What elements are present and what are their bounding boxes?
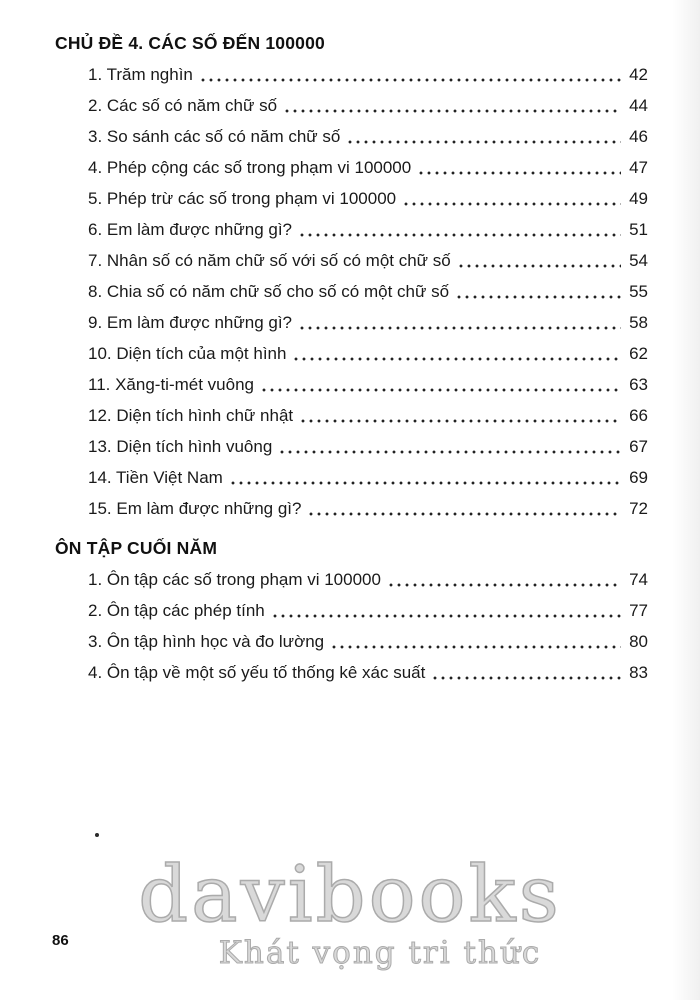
toc-entry-title: 1. Trăm nghìn <box>88 65 193 84</box>
toc-entry-page: 83 <box>629 663 648 682</box>
dotted-leader <box>417 152 621 183</box>
toc-entry-page: 63 <box>629 375 648 394</box>
toc-entry-page: 77 <box>629 601 648 620</box>
table-of-contents <box>55 28 648 688</box>
toc-entry-title: 15. Em làm được những gì? <box>88 499 302 518</box>
toc-entry-title: 4. Phép cộng các số trong phạm vi 100000 <box>88 158 412 177</box>
toc-entry-title: 14. Tiền Việt Nam <box>88 468 223 487</box>
toc-entry <box>55 369 648 400</box>
dotted-leader <box>283 90 621 121</box>
dotted-leader <box>298 307 621 338</box>
toc-entry <box>55 400 648 431</box>
dotted-leader <box>199 59 621 90</box>
toc-entry-page: 51 <box>629 220 648 239</box>
toc-entry-page: 54 <box>629 251 648 270</box>
toc-entry-page: 58 <box>629 313 648 332</box>
toc-entry <box>55 431 648 462</box>
toc-entry-title: 7. Nhân số có năm chữ số với số có một chữ số <box>88 251 451 270</box>
toc-entry <box>55 276 648 307</box>
toc-entry-page: 67 <box>629 437 648 456</box>
section-heading: ÔN TẬP CUỐI NĂM <box>55 538 218 558</box>
toc-entry <box>55 183 648 214</box>
toc-entry-title: 3. So sánh các số có năm chữ số <box>88 127 341 146</box>
toc-entry <box>55 307 648 338</box>
toc-entry-title: 2. Ôn tập các phép tính <box>88 601 265 620</box>
toc-entry-title: 12. Diện tích hình chữ nhật <box>88 406 294 425</box>
dotted-leader <box>307 493 621 524</box>
toc-entry <box>55 595 648 626</box>
toc-entry <box>55 90 648 121</box>
toc-entry-page: 42 <box>629 65 648 84</box>
toc-entry <box>55 657 648 688</box>
toc-section <box>55 28 648 524</box>
dotted-leader <box>298 214 621 245</box>
dotted-leader <box>299 400 621 431</box>
toc-entry-page: 72 <box>629 499 648 518</box>
toc-entry <box>55 59 648 90</box>
toc-entry <box>55 564 648 595</box>
toc-entry-page: 74 <box>629 570 648 589</box>
toc-entry-page: 62 <box>629 344 648 363</box>
watermark-slogan: Khát vọng tri thức <box>218 935 542 971</box>
toc-entry-title: 6. Em làm được những gì? <box>88 220 292 239</box>
toc-entry-page: 47 <box>629 158 648 177</box>
toc-entry-title: 11. Xăng-ti-mét vuông <box>88 375 254 394</box>
toc-entry <box>55 152 648 183</box>
dotted-leader <box>330 626 621 657</box>
toc-entry <box>55 338 648 369</box>
dotted-leader <box>260 369 621 400</box>
toc-entry <box>55 462 648 493</box>
toc-entry <box>55 626 648 657</box>
dotted-leader <box>229 462 621 493</box>
toc-entry-title: 4. Ôn tập về một số yếu tố thống kê xác suất <box>88 663 426 682</box>
toc-entry-title: 8. Chia số có năm chữ số cho số có một chữ số <box>88 282 450 301</box>
toc-entry-title: 9. Em làm được những gì? <box>88 313 292 332</box>
dotted-leader <box>455 276 621 307</box>
dotted-leader <box>346 121 621 152</box>
toc-entry <box>55 214 648 245</box>
dotted-leader <box>387 564 621 595</box>
dotted-leader <box>457 245 621 276</box>
toc-section <box>55 533 648 688</box>
toc-entry-page: 66 <box>629 406 648 425</box>
toc-entry-page: 55 <box>629 282 648 301</box>
toc-entry-title: 3. Ôn tập hình học và đo lường <box>88 632 325 651</box>
toc-entry-title: 13. Diện tích hình vuông <box>88 437 273 456</box>
toc-entry-page: 69 <box>629 468 648 487</box>
toc-entry <box>55 245 648 276</box>
toc-entry <box>55 493 648 524</box>
toc-entry-page: 46 <box>629 127 648 146</box>
dotted-leader <box>278 431 621 462</box>
toc-entry-page: 44 <box>629 96 648 115</box>
dotted-leader <box>431 657 621 688</box>
dotted-leader <box>271 595 621 626</box>
watermark <box>0 850 700 971</box>
section-heading: CHỦ ĐỀ 4. CÁC SỐ ĐẾN 100000 <box>55 33 325 53</box>
toc-entry <box>55 121 648 152</box>
toc-entry-title: 1. Ôn tập các số trong phạm vi 100000 <box>88 570 381 589</box>
toc-entry-title: 5. Phép trừ các số trong phạm vi 100000 <box>88 189 397 208</box>
toc-entry-page: 49 <box>629 189 648 208</box>
watermark-brand: davibooks <box>138 850 562 940</box>
dotted-leader <box>402 183 621 214</box>
toc-entry-page: 80 <box>629 632 648 651</box>
toc-entry-title: 2. Các số có năm chữ số <box>88 96 278 115</box>
stray-ink-dot <box>95 833 99 837</box>
dotted-leader <box>292 338 621 369</box>
toc-entry-title: 10. Diện tích của một hình <box>88 344 287 363</box>
page-number: 86 <box>52 932 69 949</box>
